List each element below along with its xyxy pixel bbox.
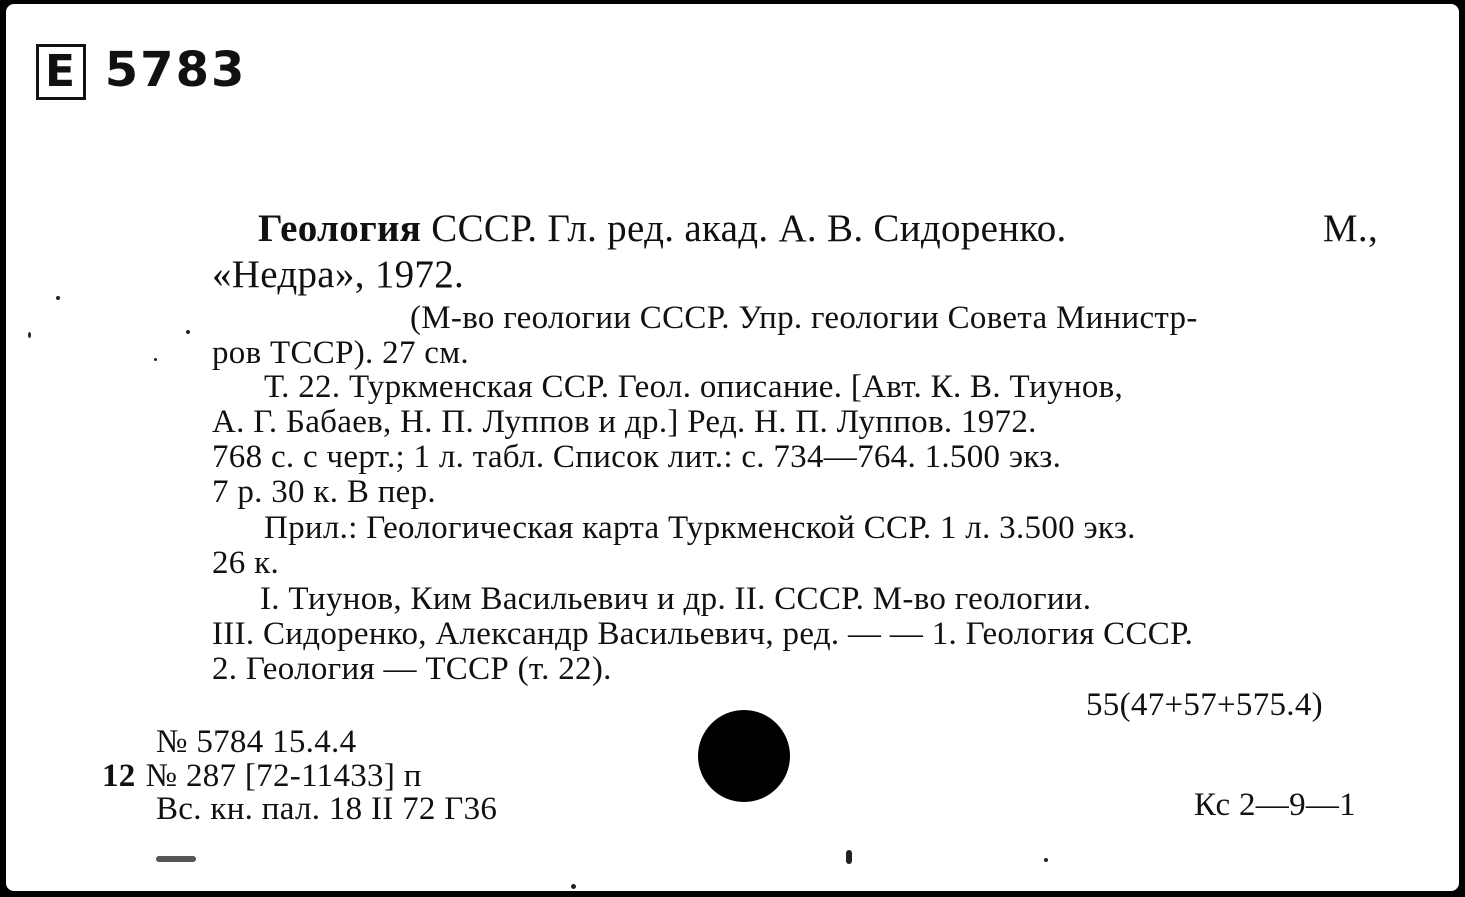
place: М., [1322, 207, 1378, 250]
footer-line-3: Вс. кн. пал. 18 II 72 Г36 [156, 791, 498, 827]
scan-speck [154, 358, 157, 361]
punch-hole [698, 710, 790, 802]
footer-line-2 [102, 758, 422, 794]
scan-speck [1044, 858, 1048, 862]
scan-speck [28, 332, 31, 338]
footer-code: Кс 2—9—1 [1194, 787, 1356, 823]
title-bold: Геология [258, 207, 422, 250]
appendix-line-1: Прил.: Геологическая карта Туркменской ССР. 1 л. 3.500 экз. [264, 510, 1136, 546]
footer-line-2-text: № 287 [72-11433] п [145, 758, 422, 794]
call-number-digits: 5783 [104, 42, 247, 98]
volume-line-2: А. Г. Бабаев, Н. П. Луппов и др.] Ред. Н. П. Луппов. 1972. [212, 404, 1037, 440]
index-line-2: III. Сидоренко, Александр Васильевич, ред. — — 1. Геология СССР. [212, 616, 1194, 652]
publisher-year: «Недра», 1972. [212, 253, 465, 296]
catalog-card [6, 4, 1459, 891]
scan-speck [56, 296, 60, 300]
scan-speck [846, 850, 852, 864]
footer-line-1: № 5784 15.4.4 [156, 724, 357, 760]
series-note-2: ров ТССР). 27 см. [212, 335, 469, 371]
index-line-3: 2. Геология — ТССР (т. 22). [212, 651, 612, 687]
volume-line-1: Т. 22. Туркменская ССР. Геол. описание. [Авт. К. В. Тиунов, [264, 369, 1124, 405]
volume-line-3: 768 с. с черт.; 1 л. табл. Список лит.: с. 734—764. 1.500 экз. [212, 439, 1062, 475]
footer-line-2-number: 12 [102, 758, 136, 794]
scan-speck [156, 856, 196, 862]
scan-speck [186, 330, 190, 334]
classification: 55(47+57+575.4) [1086, 687, 1323, 723]
volume-line-4: 7 р. 30 к. В пер. [212, 474, 436, 510]
series-note-1: (М-во геологии СССР. Упр. геологии Совета Министр- [410, 300, 1198, 336]
title-line [258, 208, 1378, 250]
scan-speck [571, 884, 576, 889]
index-line-1: I. Тиунов, Ким Васильевич и др. II. СССР. М-во геологии. [260, 581, 1092, 617]
appendix-line-2: 26 к. [212, 545, 280, 581]
title-rest: СССР. Гл. ред. акад. А. В. Сидоренко. [421, 207, 1067, 250]
call-number-prefix: Е [36, 44, 86, 100]
call-number [36, 42, 246, 100]
